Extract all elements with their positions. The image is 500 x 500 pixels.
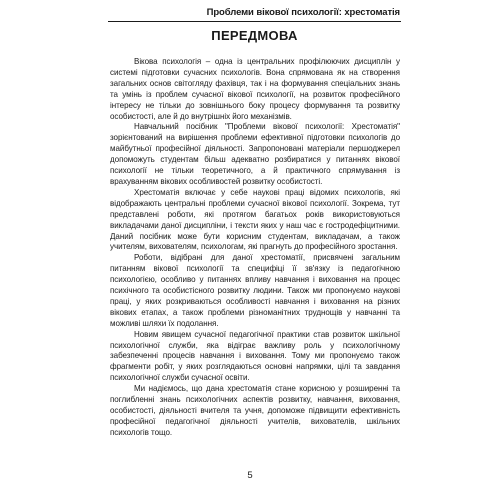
paragraph: Навчальний посібник "Проблеми вікової психології: Хрестоматія" зорієнтований на вирішення проблеми ефективної підготовки психологів до майбутньої професійної діяльності. Запропоновані матеріали першоджерел допоможуть студентам більш адекватно розбиратися у питаннях вікової психології не тільки теоретичного, а й практичного спрямування із врахуванням вікових особливостей розвитку особистості. <box>110 122 400 186</box>
section-title: ПЕРЕДМОВА <box>211 28 298 43</box>
running-header: Проблеми вікової психології: хрестоматія <box>206 7 400 18</box>
paragraph: Ми надіємось, що дана хрестоматія стане корисною у розширенні та поглибленні знань психологічних аспектів розвитку, навчання, виховання, особистості, діяльності вчителя та учня, допоможе підвищити ефективність професійної педагогічної діяльності учителів, вихователів, шкільних психологів тощо. <box>110 384 400 437</box>
page-number: 5 <box>247 470 253 481</box>
paragraph: Вікова психологія – одна із центральних профілюючих дисциплін у системі підготовки сучасних психологів. Вона спрямована як на створення загальних основ світогляду фахівця, так і на формування спеціальних знань та умінь із проблем сучасної вікової психології, на розвиток професійного інтересу не тільки до зовнішнього боку процесу формування та розвитку особистості, але й до внутрішніх його механізмів. <box>110 57 400 121</box>
header-rule <box>108 21 401 22</box>
paragraph: Хрестоматія включає у себе наукові праці відомих психологів, які відображають центральні проблеми сучасної вікової психології. Зокрема, тут представлені роботи, які протягом багатьох років використовуються викладачами даної дисципліни, і тексти яких у наш час є гостродефіцитними. Даний посібник може бути корисним студентам, викладачам, а також учителям, вихователям, психологам, які прагнуть до професійного зростання. <box>110 187 400 252</box>
paragraph: Новим явищем сучасної педагогічної практики став розвиток шкільної психологічної служби, яка відіграє важливу роль у психологічному забезпеченні процесів навчання і виховання. Тому ми пропонуємо також фрагменти робіт, у яких розглядаються основні напрямки, цілі та завдання психологічної служби сучасної освіти. <box>110 329 400 383</box>
paragraph: Роботи, відібрані для даної хрестоматії, присвячені загальним питанням вікової психології та специфіці її зв'язку із педагогічною психологією, особливо у питаннях впливу навчання і виховання на процес психічного та особистісного розвитку людини. Також ми пропонуємо наукові праці, у яких розкриваються особливості навчання і виховання на різних вікових етапах, а також проблеми різноманітних труднощів у навчанні та можливі шляхи їх подолання. <box>110 253 400 328</box>
preface-body <box>110 57 400 439</box>
